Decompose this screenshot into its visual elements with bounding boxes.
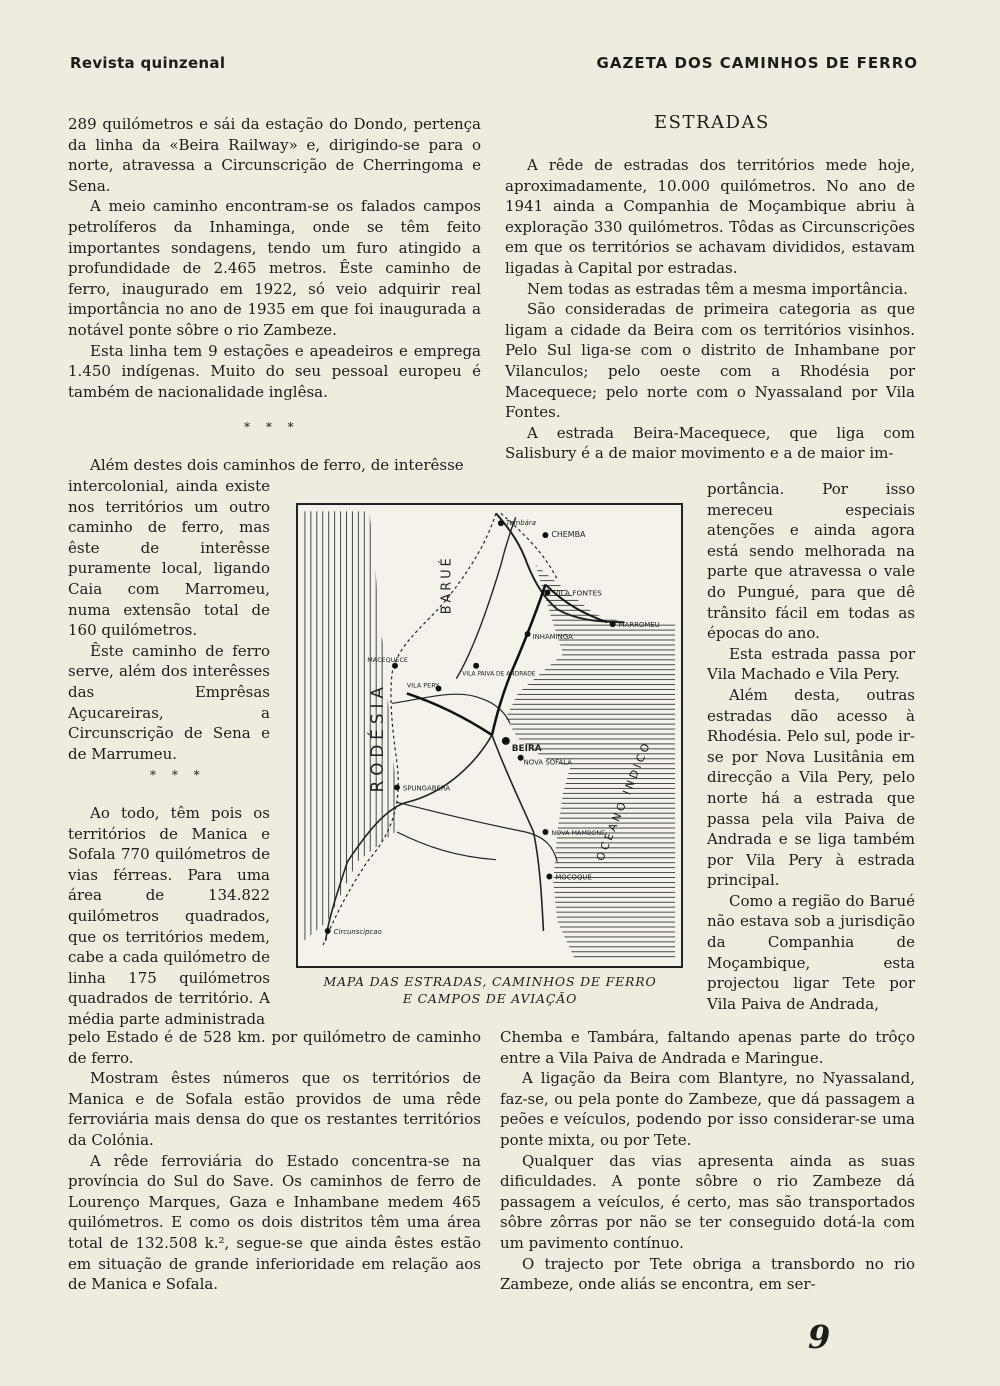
section-divider: * * * xyxy=(150,768,206,782)
map-label-chemba: CHEMBA xyxy=(551,530,586,540)
paragraph: A estrada Beira-Macequece, que liga com Salisbury é a de maior movimento e a de maior im- xyxy=(505,423,915,463)
paragraph: Como a região do Barué não estava sob a jurisdição da Companhia de Moçambique, esta projectou ligar Tete por Vila Paiva de Andrada, xyxy=(707,891,915,1013)
map-label-marromeu: MARROMEU xyxy=(618,621,660,630)
map-label-spungabera: SPUNGABERA xyxy=(402,784,451,793)
place-marker xyxy=(546,874,552,880)
left-column-top xyxy=(68,114,481,402)
paragraph: O trajecto por Tete obriga a transbordo no rio Zambeze, onde aliás se encontra, em ser- xyxy=(500,1254,915,1294)
right-column-bottom xyxy=(500,1027,915,1295)
place-marker xyxy=(525,631,531,637)
paragraph: Nem todas as estradas têm a mesma importância. xyxy=(527,279,908,298)
place-marker xyxy=(498,520,504,526)
paragraph: 289 quilómetros e sái da estação do Dondo, pertença da linha da «Beira Railway» e, dirigindo-se para o norte, atravessa a Circunscrição de Cherringoma e Sena. xyxy=(68,115,481,195)
paragraph: pelo Estado é de 528 km. por quilómetro de caminho de ferro. xyxy=(68,1028,481,1067)
paragraph: portância. Por isso mereceu especiais atenções e ainda agora está sendo melhorada na parte que atravessa o vale do Pungué, para que dê trânsito fácil em todas as épocas do ano. xyxy=(707,480,915,643)
map-region-rodesia: RODÉSIA xyxy=(367,682,388,793)
paragraph: Além desta, outras estradas dão acesso à Rhodésia. Pelo sul, pode ir-se por Nova Lusitânia em direcção a Vila Pery, pelo norte há a estrada que passa pela vila Paiva de Andrada e se liga também por Vila Pery à estrada principal. xyxy=(707,685,915,890)
running-header-left: Revista quinzenal xyxy=(70,54,226,72)
place-marker xyxy=(610,621,616,627)
map-label-circunscripcao: Circunscipcao xyxy=(333,927,382,936)
paragraph: Além destes dois caminhos de ferro, de interêsse xyxy=(90,456,464,474)
paragraph: Chemba e Tambára, faltando apenas parte do trôço entre a Vila Paiva de Andrada e Maringue. xyxy=(500,1028,915,1067)
paragraph: A meio caminho encontram-se os falados campos petrolíferos da Inhaminga, onde se têm feito importantes sondagens, tendo um furo atingido a profundidade de 2.465 metros. Êste caminho de ferro, inaugurado em 1922, só veio adquirir real importância no ano de 1935 em que foi inaugurada a notável ponte sôbre o rio Zambeze. xyxy=(68,197,481,339)
map-label-macequece: MACEQUECE xyxy=(367,655,408,664)
map-label-beira: BEIRA xyxy=(511,743,542,754)
left-column-low xyxy=(68,803,270,1030)
place-marker xyxy=(542,532,548,538)
place-marker xyxy=(394,784,400,790)
paragraph: Esta estrada passa por Vila Machado e Vila Pery. xyxy=(707,644,915,684)
left-column-mid xyxy=(68,476,270,764)
railway xyxy=(407,693,492,735)
paragraph: Qualquer das vias apresenta ainda as suas dificuldades. A ponte sôbre o rio Zambeze dá passagem a veículos, é certo, mas são transportados sôbre zôrras por não se ter conseguido dotá-la com um pavimento contínuo. xyxy=(500,1151,915,1252)
road xyxy=(456,517,515,678)
right-column-mid xyxy=(707,479,915,1014)
map-label-mocoque: MOCOQUE xyxy=(555,873,592,882)
running-header-right: GAZETA DOS CAMINHOS DE FERRO xyxy=(596,54,918,72)
map-label-vila-fontes: VILA FONTES xyxy=(553,588,602,598)
place-marker xyxy=(502,737,510,745)
section-title: ESTRADAS xyxy=(654,112,770,133)
place-marker xyxy=(542,829,548,835)
paragraph: Êste caminho de ferro serve, além dos interêsses das Emprêsas Açucareiras, a Circunscrição de Sena e de Marrumeu. xyxy=(68,641,270,763)
paragraph: Esta linha tem 9 estações e apeadeiros e emprega 1.450 indígenas. Muito do seu pessoal europeu é também de nacionalidade inglêsa. xyxy=(68,341,481,401)
map-label-inhaminga: INHAMINGA xyxy=(532,633,573,642)
left-column-bottom xyxy=(68,1027,481,1295)
map-region-barue: BARUÉ xyxy=(439,555,455,615)
map-label-vila-pery: VILA PERY xyxy=(406,681,440,690)
paragraph: Ao todo, têm pois os territórios de Manica e Sofala 770 quilómetros de vias férreas. Para uma área de 134.822 quilómetros quadrados, que os territórios medem, cabe a cada quilómetro de linha 175 quilómetros quadrados de território. A média parte administrada xyxy=(68,804,270,1028)
map-label-nova-sofala: NOVA SOFALA xyxy=(523,758,572,767)
river xyxy=(392,694,510,723)
map-label-tambara: Tambára xyxy=(505,519,536,528)
paragraph: A ligação da Beira com Blantyre, no Nyassaland, faz-se, ou pela ponte do Zambeze, que dá passagem a peões e veículos, podendo por isso considerar-se uma ponte mixta, ou por Tete. xyxy=(500,1069,915,1149)
map-caption-line: E CAMPOS DE AVIAÇÃO xyxy=(402,991,578,1006)
map-drawing xyxy=(298,505,681,966)
paragraph: intercolonial, ainda existe nos territórios um outro caminho de ferro, mas êste de interêsse puramente local, ligando Caia com Marromeu, numa extensão total de 160 quilómetros. xyxy=(68,477,270,640)
map-figure xyxy=(296,503,683,968)
map-label-vila-paiva: VILA PAIVA DE ANDRADE xyxy=(462,670,536,678)
map-label-nova-mambone: NOVA MAMBONE xyxy=(551,828,606,837)
place-marker xyxy=(325,928,331,934)
paragraph: A rêde ferroviária do Estado concentra-se na província do Sul do Save. Os caminhos de ferro de Lourenço Marques, Gaza e Inhambane medem 465 quilómetros. E como os dois distritos têm uma área total de 132.508 k.², segue-se que ainda êstes estão em situação de grande inferioridade em relação aos de Manica e Sofala. xyxy=(68,1151,481,1294)
section-divider: * * * xyxy=(244,420,300,434)
paragraph: Mostram êstes números que os territórios de Manica e de Sofala estão providos de uma rêde ferroviária mais densa do que os restantes territórios da Colónia. xyxy=(68,1069,481,1149)
right-column-top xyxy=(505,155,915,464)
paragraph: A rêde de estradas dos territórios mede hoje, aproximadamente, 10.000 quilómetros. No ano de 1941 ainda a Companhia de Moçambique abriu à exploração 330 quilómetros. Tôdas as Circunscrições em que os territórios se achavam divididos, estavam ligadas à Capital por estradas. xyxy=(505,156,915,277)
page-number: 9 xyxy=(808,1318,831,1356)
left-column-mid-first-line xyxy=(68,455,481,476)
map-ocean-label: OCEANO INDICO xyxy=(593,738,654,863)
place-marker xyxy=(544,590,550,596)
map-caption xyxy=(300,973,680,1007)
place-marker xyxy=(473,663,479,669)
map-caption-line: MAPA DAS ESTRADAS, CAMINHOS DE FERRO xyxy=(323,974,657,989)
paragraph: São consideradas de primeira categoria as que ligam a cidade da Beira com os territórios visinhos. Pelo Sul liga-se com o distrito de Inhambane por Vilanculos; pelo oeste com a Rhodésia por Macequece; pelo norte com o Nyassaland por Vila Fontes. xyxy=(505,300,915,422)
road xyxy=(397,832,496,860)
